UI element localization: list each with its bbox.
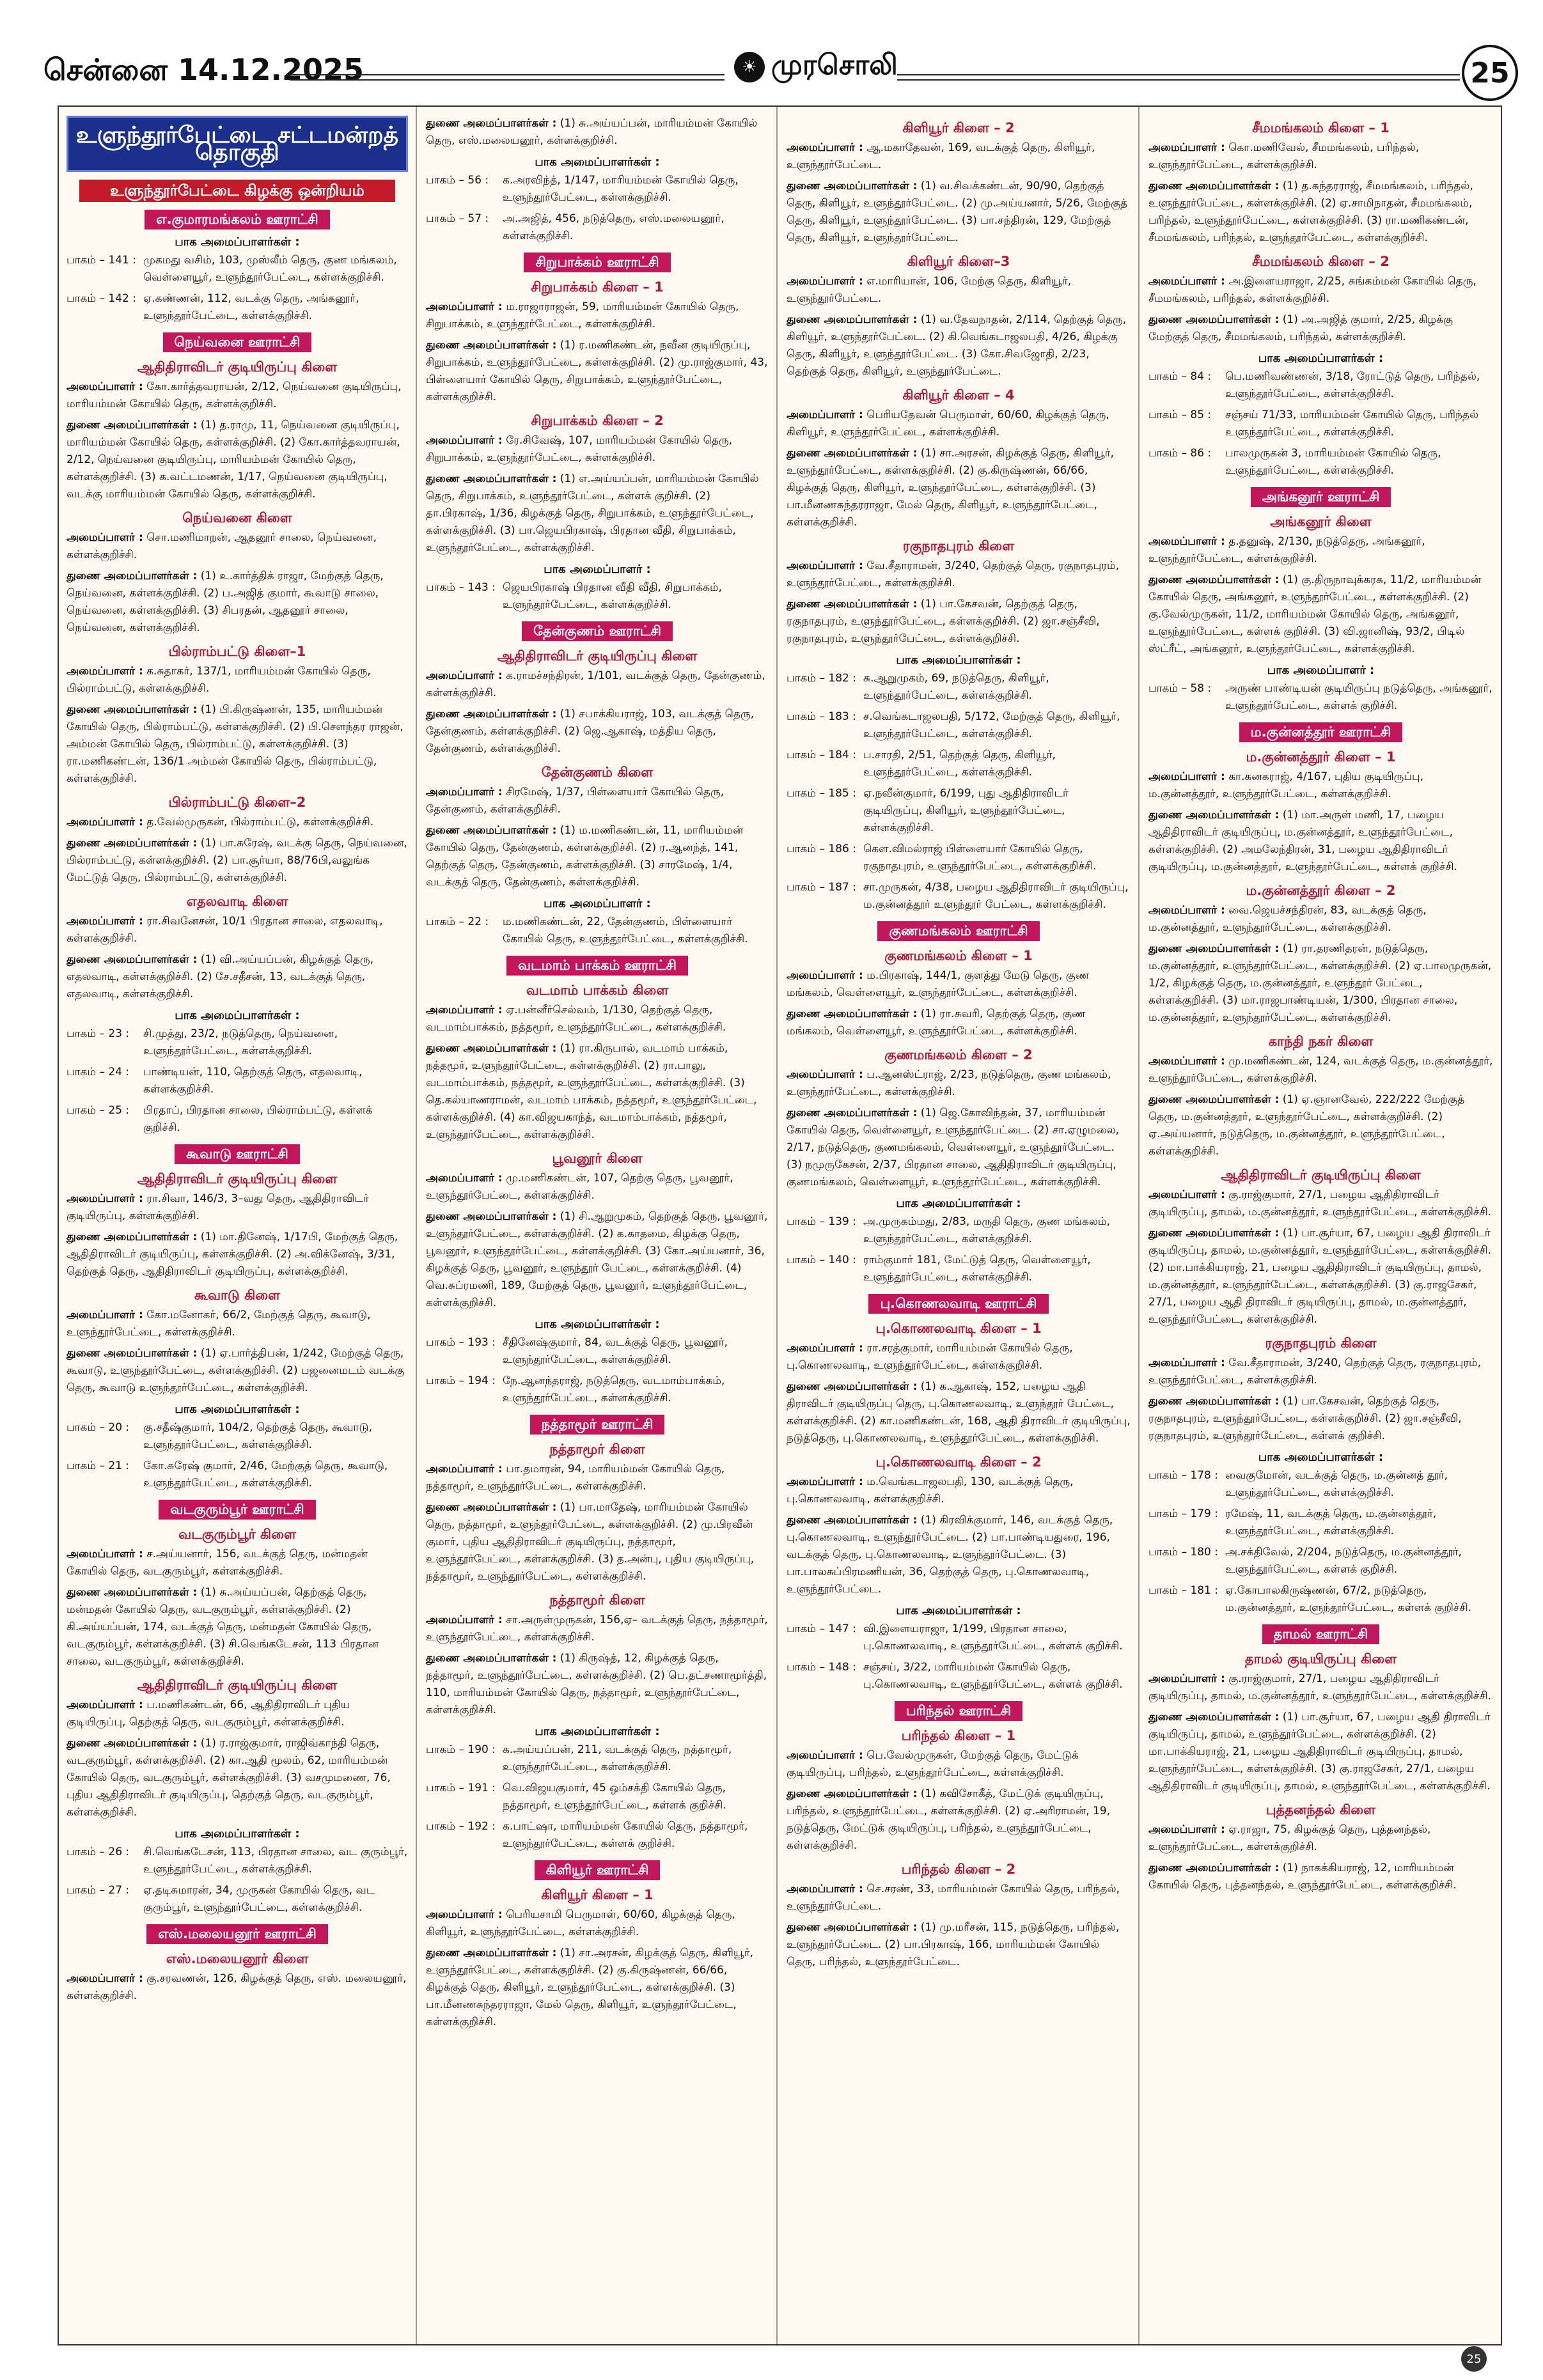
branch-heading: நெய்வனை கிளை bbox=[182, 510, 292, 525]
deputy-organizers-entry: துணை அமைப்பாளர்கள் : (1) த.சுந்தரராஜ், சீமமங்கலம், பரிந்தல், உளுந்தூர்பேட்டை, கள்ளக்குறிச்சி. (2) ஏ.சாமிநாதன், சீமமங்கலம், பரிந்தல், உளுந்தூர்பேட்டை, கள்ளக்குறிச்சி. (3) ரா.மணிகண்டன், சீமமங்கலம், பரிந்தல், உளுந்தூர்பேட்டை, கள்ளக்குறிச்சி. bbox=[1148, 180, 1473, 244]
organizer-entry: அமைப்பாளர் : ரா.சரத்குமார், மாரியம்மன் கோயில் தெரு, பு.கொணலவாடி, உளுந்தூர்பேட்டை, கள்ளக்குறிச்சி. bbox=[787, 1342, 1073, 1372]
deputy-organizers-entry: துணை அமைப்பாளர்கள் : (1) ஜெ.கோவிந்தன், 37, மாரியம்மன் கோயில் தெரு, வெள்ளையூர், உளுந்தூர்பேட்டை. (2) சா.ஏழுமலை, 2/17, நடுத்தெரு, குணமங்கலம், வெள்ளையூர், உளுந்தூர்பேட்டை. (3) நமுருகேசன், 2/37, பிரதான சாலை, ஆதிதிராவிடர் குடியிருப்பு, குணமங்கலம், வெள்ளையூர், உளுந்தூர்பேட்டை, கள்ளக்குறிச்சி. bbox=[787, 1107, 1120, 1188]
booth-entry: பாகம் – 23 : சி.முத்து, 23/2, நடுத்தெரு, நெய்வனை, உளுந்தூர்பேட்டை, கள்ளக்குறிச்சி. bbox=[67, 1027, 338, 1057]
deputy-organizers-entry: துணை அமைப்பாளர்கள் : (1) எ.அய்யப்பன், மாரியம்மன் கோயில் தெரு, சிறுபாக்கம், உளுந்தூர்பேட்டை, கள்ளக் குறிச்சி. (2) தா.பிரகாஷ், 1/36, கிழக்குத் தெரு, சிறுபாக்கம், உளுந்தூர்பேட்டை, கள்ளக்குறிச்சி. (3) பா.ஜெயபிரகாஷ், பிரதான வீதி, சிறுபாக்கம், உளுந்தூர்பேட்டை, கள்ளக்குறிச்சி. bbox=[426, 472, 759, 554]
role-heading: பாக அமைப்பாளர்கள் : bbox=[175, 1827, 300, 1840]
branch-heading: கிளியூர் கிளை – 2 bbox=[902, 120, 1015, 136]
deputy-organizers-entry: துணை அமைப்பாளர்கள் : (1) சா.அரசன், கிழக்குத் தெரு, கிளியூர், உளுந்தூர்பேட்டை, கள்ளக்குறிச்சி. (2) கு.கிருஷ்ணன், 66/66, கிழக்குத் தெரு, கிளியூர், உளுந்தூர்பேட்டை, கள்ளக்குறிச்சி. (3) பா.மீனணசுந்தரராஜா, மேல் தெரு, கிளியூர், உளுந்தூர்பேட்டை, கள்ளக்குறிச்சி. bbox=[787, 447, 1115, 529]
organizer-entry: அமைப்பாளர் : வே.சீதாராமன், 3/240, தெற்குத் தெரு, ரகுநாதபுரம், உளுந்தூர்பேட்டை, கள்ளக்குறிச்சி. bbox=[1148, 1357, 1482, 1387]
deputy-organizers-entry: துணை அமைப்பாளர்கள் : (1) கிரவிக்குமார், 146, வடக்குத் தெரு, பு.கொணலவாடி, உளுந்தூர்பேட்டை. (2) பா.பாண்டியதுரை, 196, வடக்குத் தெரு, பு.கொணலவாடி, உளுந்தூர்பேட்டை. (3) பா.பாலசுப்பிரமணியன், 36, தெற்குத் தெரு, பு.கொணலவாடி, உளுந்தூர்பேட்டை. bbox=[787, 1514, 1113, 1596]
column-1 bbox=[59, 107, 417, 2344]
organizer-entry: அமைப்பாளர் : கோ.கார்த்தவராயன், 2/12, நெய்வனை குடியிருப்பு, மாரியம்மன் கோயில் தெரு, கள்ளக்குறிச்சி. bbox=[67, 380, 402, 410]
deputy-organizers-entry: துணை அமைப்பாளர்கள் : (1) அ.அஜித் குமார், 2/25, கிழக்கு மேற்குத் தெரு, சீமமங்கலம், பரிந்தல், கள்ளக்குறிச்சி. bbox=[1148, 313, 1453, 343]
deputy-organizers-entry: துணை அமைப்பாளர்கள் : (1) வ.தேவநாதன், 2/114, தெற்குத் தெரு, கிளியூர், உளுந்தூர்பேட்டை. (2) கி.வெங்கடாஜலபதி, 4/26, கிழக்கு தெரு, கிளியூர், உளுந்தூர்பேட்டை. (3) கோ.சிவஜோதி, 2/23, தெற்குத் தெரு, கிளியூர், உளுந்தூர்பேட்டை. bbox=[787, 313, 1127, 378]
organizer-entry: அமைப்பாளர் : சா.அருள்முருகன், 156,ஏ– வடக்குத் தெரு, நத்தாமூர், உளுந்தூர்பேட்டை, கள்ளக்குறிச்சி. bbox=[426, 1614, 768, 1644]
role-heading: பாக அமைப்பாளர்கள் : bbox=[535, 155, 660, 169]
role-heading: பாக அமைப்பாளர்கள் : bbox=[896, 1197, 1021, 1210]
panchayat-heading: கூவாடு ஊராட்சி bbox=[175, 1144, 300, 1164]
deputy-organizers-entry: துணை அமைப்பாளர்கள் : (1) மா.அருள் மணி, 17, பழைய ஆதிதிராவிடர் குடியிருப்பு, ம.குன்னத்தூர், உளுந்தூர்பேட்டை, கள்ளக்குறிச்சி. (2) அமலேந்திரன், 31, பழைய ஆதிதிராவிடர் குடியிருப்பு, ம.குன்னத்தூர், உளுந்தூர்பேட்டை, கள்ளக் குறிச்சி. bbox=[1148, 809, 1457, 873]
booth-entry: பாகம் – 57 : அ.அஜித், 456, நடுத்தெரு, எஸ்.மலையனூர், கள்ளக்குறிச்சி. bbox=[426, 212, 725, 242]
panchayat-heading: நெய்வனை ஊராட்சி bbox=[163, 332, 312, 352]
deputy-organizers-entry: துணை அமைப்பாளர்கள் : (1) ரா.சுவரி, தெற்குத் தெரு, குண மங்கலம், வெள்ளையூர், உளுந்தூர்பேட்டை, கள்ளக்குறிச்சி. bbox=[787, 1007, 1086, 1038]
booth-entry: பாகம் – 21 : கோ.சுரேஷ் குமார், 2/46, மேற்குத் தெரு, கூவாடு, உளுந்தூர்பேட்டை, கள்ளக்குறிச்சி. bbox=[67, 1459, 388, 1489]
union-heading: உளுந்தூர்பேட்டை கிழக்கு ஒன்றியம் bbox=[79, 180, 395, 202]
panchayat-heading: வடகுரும்பூர் ஊராட்சி bbox=[159, 1500, 315, 1520]
branch-heading: கூவாடு கிளை bbox=[194, 1287, 281, 1303]
booth-entry: பாகம் – 185 : ஏ.நவீன்குமார், 6/199, புது ஆதிதிராவிடர் குடியிருப்பு, கிளியூர், உளுந்தூர்பேட்டை, கள்ளக்குறிச்சி. bbox=[787, 787, 1069, 834]
role-heading: பாக அமைப்பாளர்கள் : bbox=[896, 653, 1021, 667]
organizer-entry: அமைப்பாளர் : எ.மாரியான், 106, மேற்கு தெரு, கிளியூர், உளுந்தூர்பேட்டை. bbox=[787, 275, 1072, 305]
role-heading: பாக அமைப்பாளர் : bbox=[544, 563, 651, 576]
organizer-entry: அமைப்பாளர் : ம.பிரகாஷ், 144/1, குளத்து மேடு தெரு, குண மங்கலம், வெள்ளையூர், உளுந்தூர்பேட்டை, கள்ளக்குறிச்சி. bbox=[787, 969, 1090, 999]
deputy-organizers-entry: துணை அமைப்பாளர்கள் : (1) மா.தினேஷ், 1/17பி, மேற்குத் தெரு, ஆதிதிராவிடர் குடியிருப்பு, கள்ளக்குறிச்சி. (2) அ.விக்னேஷ், 3/31, தெற்குத் தெரு, ஆதிதிராவிடர் குடியிருப்பு, கள்ளக்குறிச்சி. bbox=[67, 1231, 398, 1278]
booth-entry: பாகம் – 187 : சா.முருகன், 4/38, பழைய ஆதிதிராவிடர் குடியிருப்பு, ம.குன்னத்தூர் உளுந்தூர் பேட்டை, கள்ளக்குறிச்சி. bbox=[787, 881, 1129, 911]
column-3 bbox=[779, 107, 1140, 2344]
branch-heading: சீமமங்கலம் கிளை – 1 bbox=[1252, 120, 1390, 136]
deputy-organizers-entry: துணை அமைப்பாளர்கள் : (1) சி.ஆறுமுகம், தெற்குத் தெரு, பூவனூர், உளுந்தூர்பேட்டை, கள்ளக்குறிச்சி. (2) க.காதமை, கிழக்கு தெரு, பூவனூர், உளுந்தூர்பேட்டை, கள்ளக்குறிச்சி. (3) கோ.அய்யனார், 36, கிழக்குத் தெரு, பூவனூர், உளுந்தூர் பேட்டை, கள்ளக்குறிச்சி. (4) வெ.சுப்ரமணி, 189, மேற்குத் தெரு, பூவனூர், உளுந்தூர்பேட்டை, கள்ளக்குறிச்சி. bbox=[426, 1210, 768, 1309]
branch-heading: கிளியூர் கிளை – 1 bbox=[541, 1887, 654, 1902]
organizer-entry: அமைப்பாளர் : கா.கனகராஜ், 4/167, புதிய குடியிருப்பு, ம.குன்னத்தூர், உளுந்தூர்பேட்டை, கள்ளக்குறிச்சி. bbox=[1148, 770, 1424, 800]
organizer-entry: அமைப்பாளர் : பெரியசாமி பெருமாள், 60/60, கிழக்குத் தெரு, கிளியூர், உளுந்தூர்பேட்டை, கள்ளக்குறிச்சி. bbox=[426, 1908, 735, 1938]
role-heading: பாக அமைப்பாளர் : bbox=[1267, 664, 1375, 677]
booth-entry: பாகம் – 180 : அ.சக்திவேல், 2/204, நடுத்தெரு, ம.குன்னத்தூர், உளுந்தூர்பேட்டை, கள்ளக் குறிச்சி. bbox=[1148, 1546, 1462, 1576]
panchayat-heading: தாமல் ஊராட்சி bbox=[1262, 1624, 1380, 1644]
panchayat-heading: ம.குன்னத்தூர் ஊராட்சி bbox=[1239, 722, 1403, 742]
deputy-organizers-entry: துணை அமைப்பாளர்கள் : (1) பி.கிருஷ்ணன், 135, மாரியம்மன் கோயில் தெரு, பில்ராம்பட்டு, கள்ளக்குறிச்சி. (2) பி.செளந்தர ராஜன், அம்மன் கோயில் தெரு, பில்ராம்பட்டு, கள்ளக்குறிச்சி. (3) ரா.மணிகண்டன், 136/1 அம்மன் கோயில் தெரு, பில்ராம்பட்டு, கள்ளக்குறிச்சி. bbox=[67, 703, 403, 785]
booth-entry: பாகம் – 84 : பெ.மணிவண்ணன், 3/18, ரோட்டுத் தெரு, பரிந்தல், உளுந்தூர்பேட்டை, கள்ளக்குறிச்சி. bbox=[1148, 370, 1480, 400]
deputy-organizers-entry: துணை அமைப்பாளர்கள் : (1) ர.ராஜ்குமார், ராஜிவ்காந்தி தெரு, வடகுரும்பூர், கள்ளக்குறிச்சி. (2) கா.ஆதி மூலம், 62, மாரியம்மன் கோயில் தெரு, வடகுரும்பூர், கள்ளக்குறிச்சி. (3) வசமுமணை, 76, புதிய ஆதிதிராவிடர் குடியிருப்பு, தெற்குத் தெரு, வடகுரும்பூர், கள்ளக்குறிச்சி. bbox=[67, 1737, 391, 1819]
deputy-organizers-entry: துணை அமைப்பாளர்கள் : (1) த.ராமு, 11, நெய்வனை குடியிருப்பு, மாரியம்மன் கோயில் தெரு, கள்ளக்குறிச்சி. (2) கோ.கார்த்தவராயன், 2/12, நெய்வனை குடியிருப்பு, மாரியம்மன் கோயில் தெரு, கள்ளக்குறிச்சி. (3) க.வட்டமணன், 1/17, நெய்வனை குடியிருப்பு, வடக்கு மாரியம்மன் கோயில் தெரு, கள்ளக்குறிச்சி. bbox=[67, 419, 400, 501]
deputy-organizers-entry: துணை அமைப்பாளர்கள் : (1) ஏ.ஞானவேல், 222/222 மேற்குத் தெரு, ம.குன்னத்தூர், உளுந்தூர்பேட்டை, கள்ளக்குறிச்சி. (2) ஏ.அய்யனார், நடுத்தெரு, ம.குன்னத்தூர், உளுந்தூர்பேட்டை, கள்ளக்குறிச்சி. bbox=[1148, 1093, 1465, 1158]
masthead-rule bbox=[897, 74, 1460, 81]
organizer-entry: அமைப்பாளர் : ரே.சிவேஷ், 107, மாரியம்மன் கோயில் தெரு, சிறுபாக்கம், உளுந்தூர்பேட்டை, கள்ளக்குறிச்சி. bbox=[426, 434, 733, 464]
booth-entry: பாகம் – 194 : நே.ஆனந்தராஜ், நடுத்தெரு, வடமாம்பாக்கம், உளுந்தூர்பேட்டை, கள்ளக்குறிச்சி. bbox=[426, 1374, 725, 1404]
booth-entry: பாகம் – 26 : சி.வெங்கடேசன், 113, பிரதான சாலை, வட குரும்பூர், உளுந்தூர்பேட்டை, கள்ளக்குறிச்சி. bbox=[67, 1846, 408, 1876]
deputy-organizers-entry: துணை அமைப்பாளர்கள் : (1) பா.சுரேஷ், வடக்கு தெரு, நெய்வனை, பில்ராம்பட்டு, கள்ளக்குறிச்சி. (2) பா.சூர்யா, 88/76பி,வலுங்க மேட்டுத் தெரு, பில்ராம்பட்டு, கள்ளக்குறிச்சி. bbox=[67, 837, 407, 884]
branch-heading: பரிந்தல் கிளை – 2 bbox=[901, 1862, 1016, 1877]
column-4 bbox=[1141, 107, 1501, 2344]
booth-entry: பாகம் – 24 : பாண்டியன், 110, தெற்குத் தெரு, எதலவாடி, கள்ளக்குறிச்சி. bbox=[67, 1066, 363, 1096]
organizer-entry: அமைப்பாளர் : த.வேல்முருகன், பில்ராம்பட்டு, கள்ளக்குறிச்சி. bbox=[67, 816, 374, 828]
branch-heading: ஆதிதிராவிடர் குடியிருப்பு கிளை bbox=[137, 1677, 338, 1693]
role-heading: பாக அமைப்பாளர்கள் : bbox=[175, 235, 300, 249]
organizer-entry: அமைப்பாளர் : சிரமேஷ், 1/37, பிள்ளையார் கோயில் தெரு, தேன்குணம், கள்ளக்குறிச்சி. bbox=[426, 786, 725, 816]
deputy-organizers-entry: துணை அமைப்பாளர்கள் : (1) வி.அய்யப்பன், கிழக்குத் தெரு, எதலவாடி, கள்ளக்குறிச்சி. (2) சே.சதீசன், 13, வடக்குத் தெரு, எதலவாடி, கள்ளக்குறிச்சி. bbox=[67, 953, 374, 1000]
deputy-organizers-entry: துணை அமைப்பாளர்கள் : (1) வ.சிவக்கண்டன், 90/90, தெற்குத் தெரு, கிளியூர், உளுந்தூர்பேட்டை. (2) மு.அய்யனார், 5/26, மேற்குத் தெரு, கிளியூர், உளுந்தூர்பேட்டை. (3) பா.சந்திரன், 129, மேற்குத் தெரு, கிளியூர், உளுந்தூர்பேட்டை. bbox=[787, 180, 1128, 244]
deputy-organizers-entry: துணை அமைப்பாளர்கள் : (1) சபாக்கியராஜ், 103, வடக்குத் தெரு, தேன்குணம், கள்ளக்குறிச்சி. (2) ஜெ.ஆகாஷ், மத்திய தெரு, தேன்குணம், கள்ளக்குறிச்சி. bbox=[426, 708, 755, 755]
organizer-entry: அமைப்பாளர் : ம.வெங்கடாஜலபதி, 130, வடக்குத் தெரு, பு.கொணலவாடி, கள்ளக்குறிச்சி. bbox=[787, 1475, 1074, 1505]
deputy-organizers-entry: துணை அமைப்பாளர்கள் : (1) நாகக்கியராஜ், 12, மாரியம்மன் கோயில் தெரு, புத்தனந்தல், உளுந்தூர்பேட்டை, கள்ளக்குறிச்சி. bbox=[1148, 1862, 1457, 1892]
deputy-organizers-entry: துணை அமைப்பாளர்கள் : (1) சா.அரசன், கிழக்குத் தெரு, கிளியூர், உளுந்தூர்பேட்டை, கள்ளக்குறிச்சி. (2) கு.கிருஷ்ணன், 66/66, கிழக்குத் தெரு, கிளியூர், உளுந்தூர்பேட்டை, கள்ளக்குறிச்சி. (3) பா.மீனணசுந்தரராஜா, மேல் தெரு, கிளியூர், உளுந்தூர்பேட்டை, கள்ளக்குறிச்சி. bbox=[426, 1947, 754, 2028]
booth-entry: பாகம் – 20 : கு.சதீஷ்குமார், 104/2, தெற்குத் தெரு, கூவாடு, உளுந்தூர்பேட்டை, கள்ளக்குறிச்சி. bbox=[67, 1421, 372, 1451]
booth-entry: பாகம் – 179 : ரமேஷ், 11, வடக்குத் தெரு, ம.குன்னத்தூர், உளுந்தூர்பேட்டை, கள்ளக்குறிச்சி. bbox=[1148, 1507, 1437, 1537]
panchayat-heading: நத்தாமூர் ஊராட்சி bbox=[530, 1415, 665, 1435]
organizer-entry: அமைப்பாளர் : ஆ.மகாதேவன், 169, வடக்குத் தெரு, கிளியூர், உளுந்தூர்பேட்டை. bbox=[787, 141, 1095, 171]
deputy-organizers-entry: துணை அமைப்பாளர்கள் : (1) ர.மணிகண்டன், நவீன குடியிருப்பு, சிறுபாக்கம், உளுந்தூர்பேட்டை, கள்ளக்குறிச்சி. (2) மு.ராஜ்குமார், 43, பிள்ளையார் கோயில் தெரு, சிறுபாக்கம், உளுந்தூர்பேட்டை, கள்ளக்குறிச்சி. bbox=[426, 339, 768, 403]
branch-heading: புத்தனந்தல் கிளை bbox=[1265, 1802, 1376, 1817]
branch-heading: ஆதிதிராவிடர் குடியிருப்பு கிளை bbox=[1221, 1167, 1421, 1183]
booth-entry: பாகம் – 141 : முகமது வசிம், 103, முஸ்லீம் தெரு, குண மங்கலம், வெள்ளையூர், உளுந்தூர்பேட்டை, கள்ளக்குறிச்சி. bbox=[67, 254, 397, 284]
booth-entry: பாகம் – 27 : ஏ.தடிசுமாரன், 34, முருகன் கோயில் தெரு, வட குரும்பூர், உளுந்தூர்பேட்டை, கள்ளக்குறிச்சி. bbox=[67, 1884, 375, 1914]
branch-heading: எதலவாடி கிளை bbox=[186, 894, 288, 909]
branch-heading: நத்தாமூர் கிளை bbox=[549, 1442, 645, 1457]
newspaper-name: முரசொலி bbox=[771, 49, 898, 81]
panchayat-heading: பு.கொணலவாடி ஊராட்சி bbox=[868, 1294, 1048, 1314]
booth-entry: பாகம் – 56 : க.அரவிந்த், 1/147, மாரியம்மன் கோயில் தெரு, உளுந்தூர்பேட்டை, கள்ளக்குறிச்சி. bbox=[426, 174, 739, 204]
booth-entry: பாகம் – 191 : வெ.விஜயகுமார், 45 ஒம்சக்தி கோயில் தெரு, நத்தாமூர், உளுந்தூர்பேட்டை, கள்ளக் குறிச்சி. bbox=[426, 1782, 726, 1812]
branch-heading: அங்கனூர் கிளை bbox=[1270, 514, 1372, 529]
organizer-entry: அமைப்பாளர் : மு.மணிகண்டன், 107, தெற்கு தெரு, பூவனூர், உளுந்தூர்பேட்டை, கள்ளக்குறிச்சி. bbox=[426, 1172, 733, 1202]
organizer-entry: அமைப்பாளர் : பா.தமாரன், 94, மாரியம்மன் கோயில் தெரு, நத்தாமூர், உளுந்தூர்பேட்டை, கள்ளக்குறிச்சி. bbox=[426, 1463, 725, 1493]
branch-heading: பில்ராம்பட்டு கிளை–2 bbox=[168, 795, 306, 810]
deputy-organizers-entry: துணை அமைப்பாளர்கள் : (1) சு.அய்யப்பன், தெற்குத் தெரு, மன்மதன் கோயில் தெரு, வடகுரும்பூர், கள்ளக்குறிச்சி. (2) கி.அய்யப்பன், 174, வடக்குத் தெரு, மன்மதன் கோயில் தெரு, வடகுரும்பூர், கள்ளக்குறிச்சி. (3) சி.வெங்கடேசன், 113 பிரதான சாலை, வடகுரும்பூர், கள்ளக்குறிச்சி. bbox=[67, 1586, 379, 1668]
branch-heading: எஸ்.மலையனூர் கிளை bbox=[166, 1951, 309, 1966]
branch-heading: பரிந்தல் கிளை – 1 bbox=[901, 1728, 1016, 1743]
page-body bbox=[58, 105, 1502, 2345]
deputy-organizers-entry: துணை அமைப்பாளர்கள் : (1) ரா.தரணிதரன், நடுத்தெரு, ம.குன்னத்தூர், உளுந்தூர்பேட்டை, கள்ளக்குறிச்சி. (2) ஏ.பாலமுருகன், 1/2, கிழக்குத் தெரு, ம.குன்னத்தூர், உளுந்தூர் பேட்டை, கள்ளக்குறிச்சி. (3) மா.ராஜபாண்டியன், 1/300, பிரதான சாலை, ம.குன்னத்தூர், உளுந்தூர்பேட்டை, கள்ளக்குறிச்சி. bbox=[1148, 942, 1492, 1024]
branch-heading: குணமங்கலம் கிளை – 1 bbox=[884, 948, 1033, 963]
organizer-entry: அமைப்பாளர் : க.ராமச்சந்திரன், 1/101, வடக்குத் தெரு, தேன்குணம், கள்ளக்குறிச்சி. bbox=[426, 669, 765, 699]
role-heading: பாக அமைப்பாளர் : bbox=[544, 897, 651, 910]
organizer-entry: அமைப்பாளர் : த.தனுஷ், 2/130, நடுத்தெரு, அங்கனூர், உளுந்தூர்பேட்டை, கள்ளக்குறிச்சி. bbox=[1148, 535, 1425, 565]
branch-heading: ஆதிதிராவிடர் குடியிருப்பு கிளை bbox=[137, 1171, 338, 1186]
branch-heading: குணமங்கலம் கிளை – 2 bbox=[884, 1047, 1033, 1062]
branch-heading: ஆதிதிராவிடர் குடியிருப்பு கிளை bbox=[497, 648, 698, 664]
deputy-organizers-entry: துணை அமைப்பாளர்கள் : (1) ரா.கிருபால், வடமாம் பாக்கம், நத்தமூர், உளுந்தூர்பேட்டை, கள்ளக்குறிச்சி. (2) ரா.பாலு, வடமாம்பாக்கம், நத்தமூர், உளுந்தூர்பேட்டை, கள்ளக்குறிச்சி. (3) தெ.கல்யாணராமன், வடமாம் பாக்கம், நத்தமூர், உளுந்தூர்பேட்டை, கள்ளக்குறிச்சி. (4) கா.விஜயகாந்த், வடமாம்பாக்கம், நத்தமூர், உளுந்தூர்பேட்டை, கள்ளக்குறிச்சி. bbox=[426, 1042, 757, 1141]
branch-heading: சிறுபாக்கம் கிளை – 1 bbox=[531, 279, 664, 295]
edition-date: சென்னை 14.12.2025 bbox=[43, 52, 364, 87]
panchayat-heading: தேன்குணம் ஊராட்சி bbox=[522, 621, 673, 641]
organizer-entry: அமைப்பாளர் : கோ.மனோகர், 66/2, மேற்குத் தெரு, கூவாடு, உளுந்தூர்பேட்டை, கள்ளக்குறிச்சி. bbox=[67, 1309, 371, 1339]
booth-entry: பாகம் – 181 : ஏ.கோபாலகிருஷ்ணன், 67/2, நடுத்தெரு, ம.குன்னத்தூர், உளுந்தூர்பேட்டை, கள்ளக் குறிச்சி. bbox=[1148, 1584, 1472, 1614]
organizer-entry: அமைப்பாளர் : பெரியதேவன் பெருமாள், 60/60, கிழக்குத் தெரு, கிளியூர், உளுந்தூர்பேட்டை, கள்ளக்குறிச்சி. bbox=[787, 408, 1109, 439]
deputy-organizers-entry: துணை அமைப்பாளர்கள் : (1) க.ஆகாஷ், 152, பழைய ஆதி திராவிடர் குடியிருப்பு தெரு, பு.கொணலவாடி, உளுந்தூர் பேட்டை, கள்ளக்குறிச்சி. (2) கா.மணிகண்டன், 168, ஆதி திராவிடர் குடியிருப்பு, நடுத்தெரு, பு.கொணலவாடி, உளுந்தூர்பேட்டை, கள்ளக்குறிச்சி. bbox=[787, 1380, 1131, 1445]
page-number: 25 bbox=[1462, 45, 1518, 101]
branch-heading: கிளியூர் கிளை – 4 bbox=[902, 387, 1015, 403]
branch-heading: ரகுநாதபுரம் கிளை bbox=[902, 538, 1015, 554]
organizer-entry: அமைப்பாளர் : ரா.சிவனேசன், 10/1 பிரதான சாலை, எதலவாடி, கள்ளக்குறிச்சி. bbox=[67, 915, 383, 945]
booth-entry: பாகம் – 139 : அ.முருகம்மது, 2/83, மருதி தெரு, குண மங்கலம், உளுந்தூர்பேட்டை, கள்ளக்குறிச்சி. bbox=[787, 1215, 1111, 1245]
deputy-organizers-entry: துணை அமைப்பாளர்கள் : (1) சு.அய்யப்பன், மாரியம்மன் கோயில் தெரு, எஸ்.மலையனூர், கள்ளக்குறிச்சி. bbox=[426, 117, 758, 147]
masthead-rule bbox=[290, 74, 725, 81]
role-heading: பாக அமைப்பாளர்கள் : bbox=[175, 1403, 300, 1416]
branch-heading: தேன்குணம் கிளை bbox=[541, 765, 654, 780]
booth-entry: பாகம் – 193 : சீதினேஷ்குமார், 84, வடக்குத் தெரு, பூவனூர், உளுந்தூர்பேட்டை, கள்ளக்குறிச்சி. bbox=[426, 1336, 728, 1366]
branch-heading: பூவனூர் கிளை bbox=[552, 1151, 643, 1166]
role-heading: பாக அமைப்பாளர்கள் : bbox=[535, 1318, 660, 1331]
rising-sun-icon: ☀ bbox=[734, 52, 765, 82]
newspaper-logo bbox=[734, 49, 898, 85]
booth-entry: பாகம் – 192 : க.பாட்ஷா, மாரியம்மன் கோயில் தெரு, நத்தாமூர், உளுந்தூர்பேட்டை, கள்ளக் குறிச்சி. bbox=[426, 1820, 748, 1850]
branch-heading: தாமல் குடியிருப்பு கிளை bbox=[1244, 1651, 1397, 1667]
role-heading: பாக அமைப்பாளர்கள் : bbox=[535, 1725, 660, 1738]
branch-heading: வடமாம் பாக்கம் கிளை bbox=[526, 983, 669, 998]
booth-entry: பாகம் – 142 : ஏ.கண்ணன், 112, வடக்கு தெரு, அங்கனூர், உளுந்தூர்பேட்டை, கள்ளக்குறிச்சி. bbox=[67, 292, 359, 322]
organizer-entry: அமைப்பாளர் : பெ.வேல்முருகன், மேற்குத் தெரு, மேட்டுக் குடியிருப்பு, பரிந்தல், உளுந்தூர்பேட்டை, கள்ளக்குறிச்சி. bbox=[787, 1749, 1079, 1779]
booth-entry: பாகம் – 58 : அருண் பாண்டியன் குடியிருப்பு நடுத்தெரு, அங்கனூர், உளுந்தூர்பேட்டை, கள்ளக் குறிச்சி. bbox=[1148, 682, 1492, 712]
organizer-entry: அமைப்பாளர் : ரா.சிவா, 146/3, 3–வது தெரு, ஆதிதிராவிடர் குடியிருப்பு, கள்ளக்குறிச்சி. bbox=[67, 1192, 369, 1222]
organizer-entry: அமைப்பாளர் : வே.சீதாராமன், 3/240, தெற்குத் தெரு, ரகுநாதபுரம், உளுந்தூர்பேட்டை, கள்ளக்குறிச்சி. bbox=[787, 559, 1120, 589]
role-heading: பாக அமைப்பாளர்கள் : bbox=[175, 1009, 300, 1022]
branch-heading: நத்தாமூர் கிளை bbox=[549, 1592, 645, 1608]
organizer-entry: அமைப்பாளர் : க.சுதாகர், 137/1, மாரியம்மன் கோயில் தெரு, பில்ராம்பட்டு, கள்ளக்குறிச்சி. bbox=[67, 665, 371, 695]
branch-heading: பில்ராம்பட்டு கிளை–1 bbox=[168, 644, 306, 659]
branch-heading: பு.கொணலவாடி கிளை – 1 bbox=[875, 1321, 1042, 1336]
booth-entry: பாகம் – 186 : கௌ.விமல்ராஜ் பிள்ளையார் கோயில் தெரு, ரகுநாதபுரம், உளுந்தூர்பேட்டை, கள்ளக்குறிச்சி. bbox=[787, 843, 1097, 873]
panchayat-heading: குணமங்கலம் ஊராட்சி bbox=[877, 921, 1039, 941]
booth-entry: பாகம் – 178 : வைகுமோன், வடக்குத் தெரு, ம.குன்னத் தூர், உளுந்தூர்பேட்டை, கள்ளக்குறிச்சி. bbox=[1148, 1469, 1448, 1499]
page-title: உளுந்தூர்பேட்டை சட்டமன்றத் தொகுதி bbox=[67, 116, 408, 172]
branch-heading: ஆதிதிராவிடர் குடியிருப்பு கிளை bbox=[137, 359, 338, 375]
organizer-entry: அமைப்பாளர் : ஏ.பன்னீர்செல்வம், 1/130, தெற்குத் தெரு, வடமாம்பாக்கம், நத்தமூர், உளுந்தூர்பேட்டை, கள்ளக்குறிச்சி. bbox=[426, 1004, 726, 1034]
booth-entry: பாகம் – 147 : வி.இளையராஜா, 1/199, பிரதான சாலை, பு.கொணலவாடி, உளுந்தூர்பேட்டை, கள்ளக் குறிச்சி. bbox=[787, 1622, 1123, 1653]
deputy-organizers-entry: துணை அமைப்பாளர்கள் : (1) கு.திருநாவுக்கரசு, 11/2, மாரியம்மன் கோயில் தெரு, அங்கனூர், உளுந்தூர்பேட்டை, கள்ளக்குறிச்சி. (2) கு.வேல்முருகன், 11/2, மாரியம்மன் கோயில் தெரு, அங்கனூர், உளுந்தூர்பேட்டை, கள்ளக் குறிச்சி. (3) வி.ஜானிஷ், 93/2, பிடில் ஸ்ட்ரீட், அங்கனூர், உளுந்தூர்பேட்டை, கள்ளக்குறிச்சி. bbox=[1148, 573, 1482, 655]
organizer-entry: அமைப்பாளர் : ச.அய்யனார், 156, வடக்குத் தெரு, மன்மதன் கோயில் தெரு, வடகுரும்பூர், கள்ளக்குறிச்சி. bbox=[67, 1548, 368, 1578]
organizer-entry: அமைப்பாளர் : கொ.மணிவேல், சீமமங்கலம், பரிந்தல், உளுந்தூர்பேட்டை, கள்ளக்குறிச்சி. bbox=[1148, 141, 1420, 171]
organizer-entry: அமைப்பாளர் : ம.ராஜாராஜன், 59, மாரியம்மன் கோயில் தெரு, சிறுபாக்கம், உளுந்தூர்பேட்டை, கள்ளக்குறிச்சி. bbox=[426, 300, 739, 331]
panchayat-heading: கிளியூர் ஊராட்சி bbox=[535, 1860, 661, 1880]
organizer-entry: அமைப்பாளர் : சொ.மணிமாறன், ஆதனூர் சாலை, நெய்வனை, கள்ளக்குறிச்சி. bbox=[67, 531, 377, 561]
panchayat-heading: எஸ்.மலையனூர் ஊராட்சி bbox=[146, 1924, 328, 1944]
role-heading: பாக அமைப்பாளர்கள் : bbox=[1258, 1451, 1384, 1464]
branch-heading: ம.குன்னத்தூர் கிளை – 1 bbox=[1246, 749, 1396, 765]
booth-entry: பாகம் – 25 : பிரதாப், பிரதான சாலை, பில்ராம்பட்டு, கள்ளக் குறிச்சி. bbox=[67, 1104, 373, 1134]
deputy-organizers-entry: துணை அமைப்பாளர்கள் : (1) உ.கார்த்திக் ராஜா, மேற்குத் தெரு, நெய்வனை, கள்ளக்குறிச்சி. (2) ப.அஜித் குமார், கூவாடு சாலை, நெய்வனை, கள்ளக்குறிச்சி. (3) சிபரதன், ஆதனூர் சாலை, நெய்வனை, கள்ளக்குறிச்சி. bbox=[67, 570, 384, 634]
branch-heading: வடகுரும்பூர் கிளை bbox=[178, 1527, 296, 1542]
panchayat-heading: பரிந்தல் ஊராட்சி bbox=[895, 1701, 1022, 1721]
branch-heading: கிளியூர் கிளை–3 bbox=[907, 254, 1010, 269]
branch-heading: சிறுபாக்கம் கிளை – 2 bbox=[531, 413, 664, 428]
booth-entry: பாகம் – 22 : ம.மணிகண்டன், 22, தேன்குணம், பிள்ளையார் கோயில் தெரு, உளுந்தூர்பேட்டை, கள்ளக்குறிச்சி. bbox=[426, 915, 748, 945]
page-number-footer: 25 bbox=[1461, 2346, 1487, 2372]
organizer-entry: அமைப்பாளர் : கு.ராஜ்குமார், 27/1, பழைய ஆதிதிராவிடர் குடியிருப்பு, தாமல், ம.குன்னத்தூர், உளுந்தூர்பேட்டை, கள்ளக்குறிச்சி. bbox=[1148, 1188, 1492, 1218]
panchayat-heading: எ.குமாரமங்கலம் ஊராட்சி bbox=[145, 210, 329, 229]
booth-entry: பாகம் – 190 : க.அய்யப்பன், 211, வடக்குத் தெரு, நத்தாமூர், உளுந்தூர்பேட்டை, கள்ளக்குறிச்சி. bbox=[426, 1743, 732, 1773]
deputy-organizers-entry: துணை அமைப்பாளர்கள் : (1) பா.மாதேஷ், மாரியம்மன் கோயில் தெரு, நத்தாமூர், உளுந்தூர்பேட்டை, கள்ளக்குறிச்சி. (2) மு.பிரவீன் குமார், புதிய ஆதிதிராவிடர் குடியிருப்பு, நத்தாமூர், உளுந்தூர்பேட்டை, கள்ளக்குறிச்சி. (3) த.அன்பு, புதிய குடியிருப்பு, நத்தாமூர், உளுந்தூர்பேட்டை, கள்ளக்குறிச்சி. bbox=[426, 1501, 755, 1583]
booth-entry: பாகம் – 184 : ப.சாரதி, 2/51, தெற்குத் தெரு, கிளியூர், உளுந்தூர்பேட்டை, கள்ளக்குறிச்சி. bbox=[787, 749, 1056, 779]
masthead bbox=[37, 45, 1508, 109]
column-2 bbox=[418, 107, 778, 2344]
booth-entry: பாகம் – 140 : ராம்குமார் 181, மேட்டுத் தெரு, வெள்ளையூர், உளுந்தூர்பேட்டை, கள்ளக்குறிச்சி. bbox=[787, 1254, 1091, 1284]
organizer-entry: அமைப்பாளர் : வை.ஜெயச்சந்திரன், 83, வடக்குத் தெரு, ம.குன்னத்தூர், உளுந்தூர்பேட்டை, கள்ளக்குறிச்சி. bbox=[1148, 904, 1427, 934]
organizer-entry: அமைப்பாளர் : ப.ஆனஸ்ட்ராஜ், 2/23, நடுத்தெரு, குண மங்கலம், உளுந்தூர்பேட்டை, கள்ளக்குறிச்சி. bbox=[787, 1068, 1111, 1098]
panchayat-heading: வடமாம் பாக்கம் ஊராட்சி bbox=[506, 956, 688, 976]
deputy-organizers-entry: துணை அமைப்பாளர்கள் : (1) ஏ.பார்த்திபன், 1/242, மேற்குத் தெரு, கூவாடு, உளுந்தூர்பேட்டை, கள்ளக்குறிச்சி. (2) பஜனைமடம் வடக்கு தெரு, கூவாடு உளுந்தூர்பேட்டை, கள்ளக்குறிச்சி. bbox=[67, 1347, 405, 1394]
deputy-organizers-entry: துணை அமைப்பாளர்கள் : (1) பா.கேசவன், தெற்குத் தெரு, ரகுநாதபுரம், உளுந்தூர்பேட்டை, கள்ளக்குறிச்சி. (2) ஜா.சஞ்சீவி, ரகுநாதபுரம், உளுந்தூர்பேட்டை, கள்ளக் குறிச்சி. bbox=[1148, 1395, 1462, 1442]
deputy-organizers-entry: துணை அமைப்பாளர்கள் : (1) கவிசோகீத், மேட்டுக் குடியிருப்பு, பரிந்தல், உளுந்தூர்பேட்டை, கள்ளக்குறிச்சி. (2) ஏ.அரிராமன், 19, நடுத்தெரு, மேட்டுக் குடியிருப்பு, பரிந்தல், உளுந்தூர்பேட்டை, கள்ளக்குறிச்சி. bbox=[787, 1787, 1111, 1852]
panchayat-heading: சிறுபாக்கம் ஊராட்சி bbox=[524, 253, 670, 272]
role-heading: பாக அமைப்பாளர்கள் : bbox=[896, 1604, 1021, 1617]
branch-heading: பு.கொணலவாடி கிளை – 2 bbox=[875, 1454, 1042, 1470]
role-heading: பாக அமைப்பாளர்கள் : bbox=[1258, 352, 1384, 365]
branch-heading: காந்தி நகர் கிளை bbox=[1268, 1034, 1374, 1049]
organizer-entry: அமைப்பாளர் : செ.சரண், 33, மாரியம்மன் கோயில் தெரு, பரிந்தல், உளுந்தூர்பேட்டை. bbox=[787, 1883, 1120, 1913]
panchayat-heading: அங்கனூர் ஊராட்சி bbox=[1251, 487, 1391, 507]
booth-entry: பாகம் – 148 : சஞ்சய், 3/22, மாரியம்மன் கோயில் தெரு, பு.கொணலவாடி, உளுந்தூர்பேட்டை, கள்ளக் குறிச்சி. bbox=[787, 1661, 1123, 1691]
deputy-organizers-entry: துணை அமைப்பாளர்கள் : (1) பா.சூர்யா, 67, பழைய ஆதி திராவிடர் குடியிருப்பு, தாமல், உளுந்தூர்பேட்டை, கள்ளக்குறிச்சி. (2) மா.பாக்கியராஜ், 21, பழைய ஆதிதிராவிடர் குடியிருப்பு, தாமல், உளுந்தூர்பேட்டை, கள்ளக்குறிச்சி. (3) கு.ராஜசேகர், 27/1, பழைய ஆதிதிராவிடர் குடியிருப்பு, தாமல், உளுந்தூர்பேட்டை, கள்ளக்குறிச்சி. bbox=[1148, 1711, 1491, 1793]
booth-entry: பாகம் – 86 : பாலமுருகன் 3, மாரியம்மன் கோயில் தெரு, உளுந்தூர்பேட்டை, கள்ளக்குறிச்சி. bbox=[1148, 447, 1441, 477]
booth-entry: பாகம் – 143 : ஜெயபிரகாஷ் பிரதான வீதி வீதி, சிறுபாக்கம், உளுந்தூர்பேட்டை, கள்ளக்குறிச்சி. bbox=[426, 581, 723, 611]
deputy-organizers-entry: துணை அமைப்பாளர்கள் : (1) மு.மரீசன், 115, நடுத்தெரு, பரிந்தல், உளுந்தூர்பேட்டை. (2) பா.பிரகாஷ், 166, மாரியம்மன் கோயில் தெரு, பரிந்தல், உளுந்தூர்பேட்டை. bbox=[787, 1921, 1120, 1968]
deputy-organizers-entry: துணை அமைப்பாளர்கள் : (1) ம.மணிகண்டன், 11, மாரியம்மன் கோயில் தெரு, தேன்குணம், கள்ளக்குறிச்சி. (2) ர.ஆனந்த், 141, தெற்குத் தெரு, தேன்குணம், கள்ளக்குறிச்சி. (3) சாரமேஷ், 1/4, வடக்குத் தெரு, தேன்குணம், கள்ளக்குறிச்சி. bbox=[426, 824, 744, 889]
booth-entry: பாகம் – 183 : ச.வெங்கடாஜலபதி, 5/172, மேற்குத் தெரு, கிளியூர், உளுந்தூர்பேட்டை, கள்ளக்குறிச்சி. bbox=[787, 710, 1120, 740]
branch-heading: ம.குன்னத்தூர் கிளை – 2 bbox=[1246, 883, 1396, 898]
deputy-organizers-entry: துணை அமைப்பாளர்கள் : (1) பா.கேசவன், தெற்குத் தெரு, ரகுநாதபுரம், உளுந்தூர்பேட்டை, கள்ளக்குறிச்சி. (2) ஜா.சஞ்சீவி, ரகுநாதபுரம், உளுந்தூர்பேட்டை, கள்ளக்குறிச்சி. bbox=[787, 598, 1100, 645]
organizer-entry: அமைப்பாளர் : கு.ராஜ்குமார், 27/1, பழைய ஆதிதிராவிடர் குடியிருப்பு, தாமல், ம.குன்னத்தூர், உளுந்தூர்பேட்டை, கள்ளக்குறிச்சி. bbox=[1148, 1672, 1492, 1702]
organizer-entry: அமைப்பாளர் : ஏ.ராஜா, 75, கிழக்குத் தெரு, புத்தனந்தல், உளுந்தூர்பேட்டை, கள்ளக்குறிச்சி. bbox=[1148, 1823, 1431, 1853]
organizer-entry: அமைப்பாளர் : ப.மணிகண்டன், 66, ஆதிதிராவிடர் புதிய குடியிருப்பு, தெற்குத் தெரு, வடகுரும்பூர், கள்ளக்குறிச்சி. bbox=[67, 1699, 350, 1729]
branch-heading: சீமமங்கலம் கிளை – 2 bbox=[1252, 254, 1390, 269]
deputy-organizers-entry: துணை அமைப்பாளர்கள் : (1) பா.சூர்யா, 67, பழைய ஆதி திராவிடர் குடியிருப்பு, தாமல், ம.குன்னத்தூர், உளுந்தூர்பேட்டை, கள்ளக்குறிச்சி. (2) மா.பாக்கியராஜ், 21, பழைய ஆதிதிராவிடர் குடியிருப்பு, தாமல், ம.குன்னத்தூர், உளுந்தூர்பேட்டை, கள்ளக்குறிச்சி. (3) கு.ராஜசேகர், 27/1, பழைய ஆதி திராவிடர் குடியிருப்பு, தாமல், ம.குன்னத்தூர், உளுந்தூர்பேட்டை, கள்ளக்குறிச்சி. bbox=[1148, 1227, 1492, 1326]
booth-entry: பாகம் – 85 : சஞ்சய் 71/33, மாரியம்மன் கோயில் தெரு, பரிந்தல் உளுந்தூர்பேட்டை, கள்ளக்குறிச்சி. bbox=[1148, 408, 1479, 439]
organizer-entry: அமைப்பாளர் : மு.மணிகண்டன், 124, வடக்குத் தெரு, ம.குன்னத்தூர், உளுந்தூர்பேட்டை, கள்ளக்குறிச்சி. bbox=[1148, 1055, 1493, 1085]
organizer-entry: அமைப்பாளர் : கு.சரவணன், 126, கிழக்குத் தெரு, எஸ். மலையனூர், கள்ளக்குறிச்சி. bbox=[67, 1972, 407, 2002]
deputy-organizers-entry: துணை அமைப்பாளர்கள் : (1) கிருஷ்த், 12, கிழக்குத் தெரு, நத்தாமூர், உளுந்தூர்பேட்டை, கள்ளக்குறிச்சி. (2) பெ.தட்சணாமூர்த்தி, 110, மாரியம்மன் கோயில் தெரு, நத்தாமூர், உளுந்தூர்பேட்டை, கள்ளக்குறிச்சி. bbox=[426, 1652, 767, 1716]
organizer-entry: அமைப்பாளர் : அ.இளையராஜா, 2/25, சுங்கம்மன் கோயில் தெரு, சீமமங்கலம், பரிந்தல், கள்ளக்குறிச்சி. bbox=[1148, 275, 1476, 305]
booth-entry: பாகம் – 182 : சு.ஆறுமுகம், 69, நடுத்தெரு, கிளியூர், உளுந்தூர்பேட்டை, கள்ளக்குறிச்சி. bbox=[787, 672, 1049, 702]
branch-heading: ரகுநாதபுரம் கிளை bbox=[1265, 1335, 1377, 1351]
